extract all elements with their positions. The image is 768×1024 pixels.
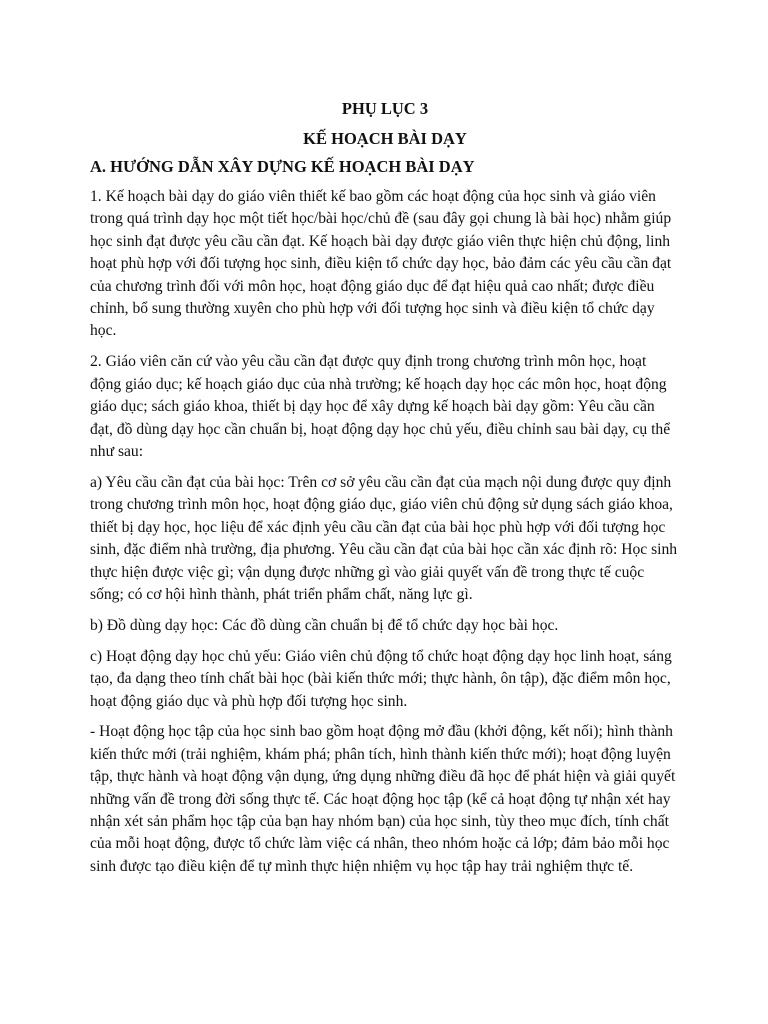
section-a-heading: A. HƯỚNG DẪN XÂY DỰNG KẾ HOẠCH BÀI DẠY (90, 157, 475, 176)
plan-title: KẾ HOẠCH BÀI DẠY (303, 129, 467, 148)
paragraph-2: 2. Giáo viên căn cứ vào yêu cầu cần đạt được quy định trong chương trình môn học, hoạt động giáo dục; kế hoạch giáo dục của nhà trường; kế hoạch dạy học các môn học, hoạt động giáo dục; sách giáo khoa, thiết bị dạy học để xây dựng kế hoạch bài dạy gồm: Yêu cầu cần đạt, đồ dùng dạy học cần chuẩn bị, hoạt động dạy học chủ yếu, điều chỉnh sau bài dạy, cụ thể như sau: (90, 353, 671, 460)
paragraph-2b: b) Đồ dùng dạy học: Các đồ dùng cần chuẩn bị để tổ chức dạy học bài học. (90, 616, 559, 634)
appendix-title: PHỤ LỤC 3 (341, 99, 429, 118)
paragraph-1: 1. Kế hoạch bài dạy do giáo viên thiết kế bao gồm các hoạt động của học sinh và giáo viên trong quá trình dạy học một tiết học/bài học/chủ đề (sau đây gọi chung là bài học) nhằm giúp học sinh đạt được yêu cầu cần đạt. Kế hoạch bài dạy được giáo viên thực hiện chủ động, linh hoạt phù hợp với đối tượng học sinh, điều kiện tổ chức dạy học, bảo đảm các yêu cầu cần đạt của chương trình đối với môn học, hoạt động giáo dục để đạt hiệu quả cao nhất; được điều chỉnh, bổ sung thường xuyên cho phù hợp với đối tượng học sinh và điều kiện tổ chức dạy học. (90, 188, 672, 340)
paragraph-2a: a) Yêu cầu cần đạt của bài học: Trên cơ sở yêu cầu cần đạt của mạch nội dung được quy định trong chương trình môn học, hoạt động giáo dục, giáo viên chủ động sử dụng sách giáo khoa, thiết bị dạy học, học liệu để xác định yêu cầu cần đạt của bài học phù hợp với đối tượng học sinh, đặc điểm nhà trường, địa phương. Yêu cầu cần đạt của bài học cần xác định rõ: Học sinh thực hiện được việc gì; vận dụng được những gì vào giải quyết vấn đề trong thực tế cuộc sống; có cơ hội hình thành, phát triển phẩm chất, năng lực gì. (90, 473, 678, 603)
paragraph-activities: - Hoạt động học tập của học sinh bao gồm hoạt động mở đầu (khởi động, kết nối); hình thành kiến thức mới (trải nghiệm, khám phá; phân tích, hình thành kiến thức mới); hoạt động luyện tập, thực hành và hoạt động vận dụng, ứng dụng những điều đã học để phát hiện và giải quyết những vấn đề trong đời sống thực tế. Các hoạt động học tập (kể cả hoạt động tự nhận xét hay nhận xét sản phẩm học tập của bạn hay nhóm bạn) của học sinh, tùy theo mục đích, tính chất của mỗi hoạt động, được tổ chức làm việc cá nhân, theo nhóm hoặc cả lớp; đảm bảo mỗi học sinh được tạo điều kiện để tự mình thực hiện nhiệm vụ học tập hay trải nghiệm thực tế. (90, 723, 676, 875)
paragraph-2c: c) Hoạt động dạy học chủ yếu: Giáo viên chủ động tổ chức hoạt động dạy học linh hoạt, sáng tạo, đa dạng theo tính chất bài học (bài kiến thức mới; thực hành, ôn tập), đặc điểm môn học, hoạt động giáo dục và phù hợp đối tượng học sinh. (90, 647, 672, 710)
